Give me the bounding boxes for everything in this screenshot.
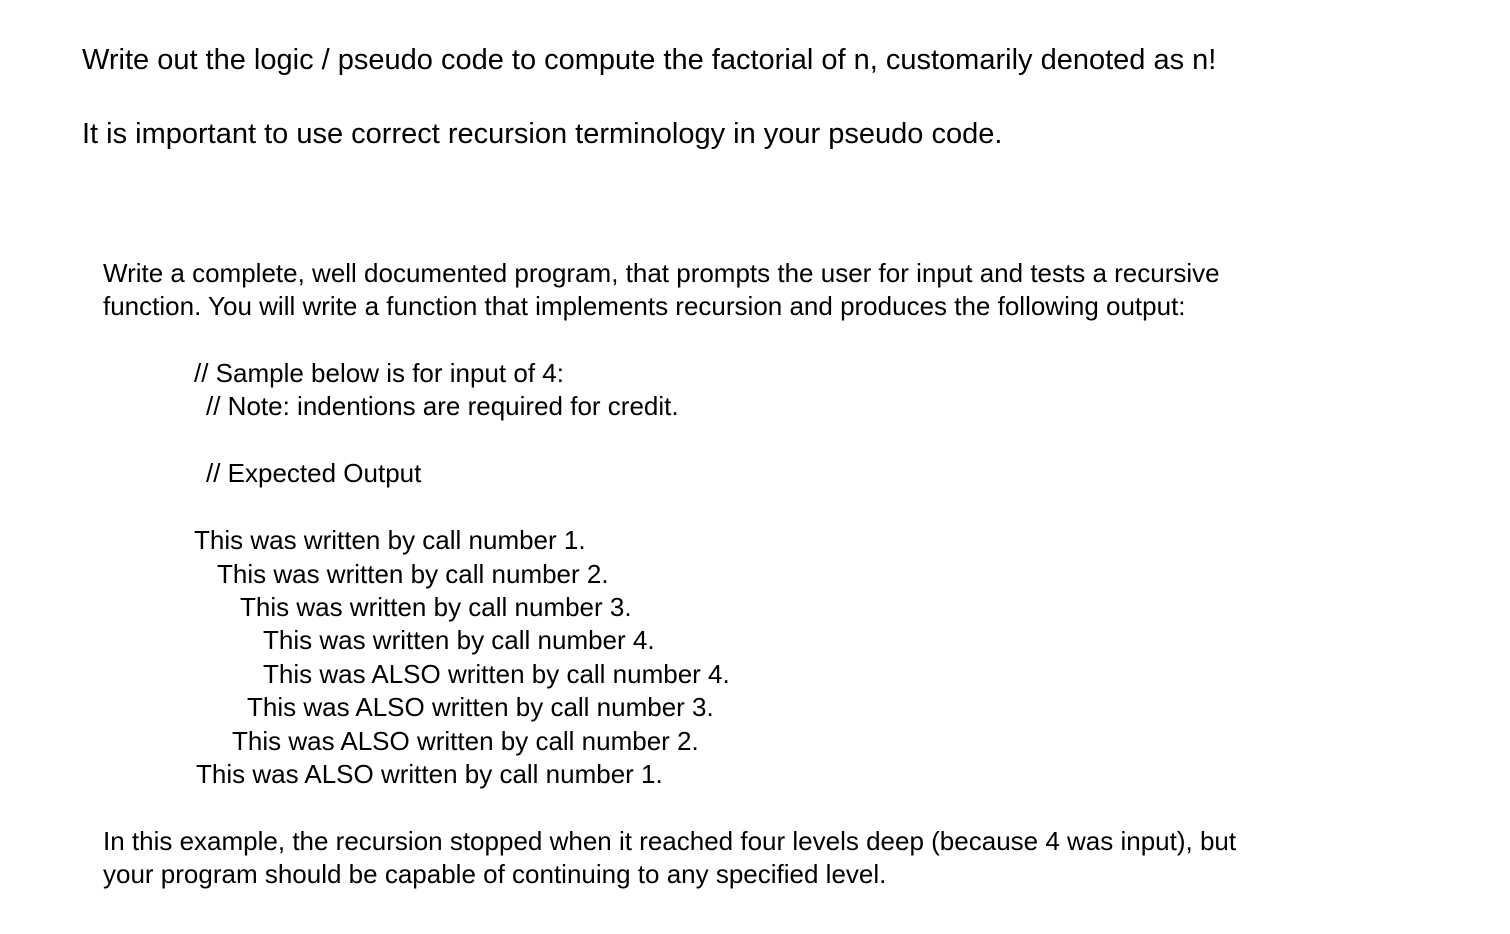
question-2-intro-line-2: function. You will write a function that implements recursion and produces the following output: <box>103 291 1186 321</box>
question-1-terminology-note: It is important to use correct recursion terminology in your pseudo code. <box>82 118 1003 150</box>
closing-line-2: your program should be capable of continuing to any specified level. <box>103 859 887 889</box>
output-line: This was written by call number 3. <box>240 592 632 622</box>
question-1-prompt: Write out the logic / pseudo code to compute the factorial of n, customarily denoted as n! <box>82 44 1217 76</box>
output-line: This was written by call number 4. <box>263 625 655 655</box>
question-2-intro-line-1: Write a complete, well documented program, that prompts the user for input and tests a recursive <box>103 258 1220 288</box>
sample-comment: // Sample below is for input of 4: <box>194 358 564 388</box>
closing-line-1: In this example, the recursion stopped when it reached four levels deep (because 4 was input), but <box>103 826 1237 856</box>
output-line: This was ALSO written by call number 1. <box>196 759 663 789</box>
note-comment: // Note: indentions are required for credit. <box>206 391 679 421</box>
expected-output-comment: // Expected Output <box>206 458 422 488</box>
output-line: This was written by call number 2. <box>217 559 609 589</box>
output-line: This was written by call number 1. <box>194 525 586 555</box>
output-line: This was ALSO written by call number 4. <box>263 659 730 689</box>
output-line: This was ALSO written by call number 2. <box>232 726 699 756</box>
output-line: This was ALSO written by call number 3. <box>247 692 714 722</box>
